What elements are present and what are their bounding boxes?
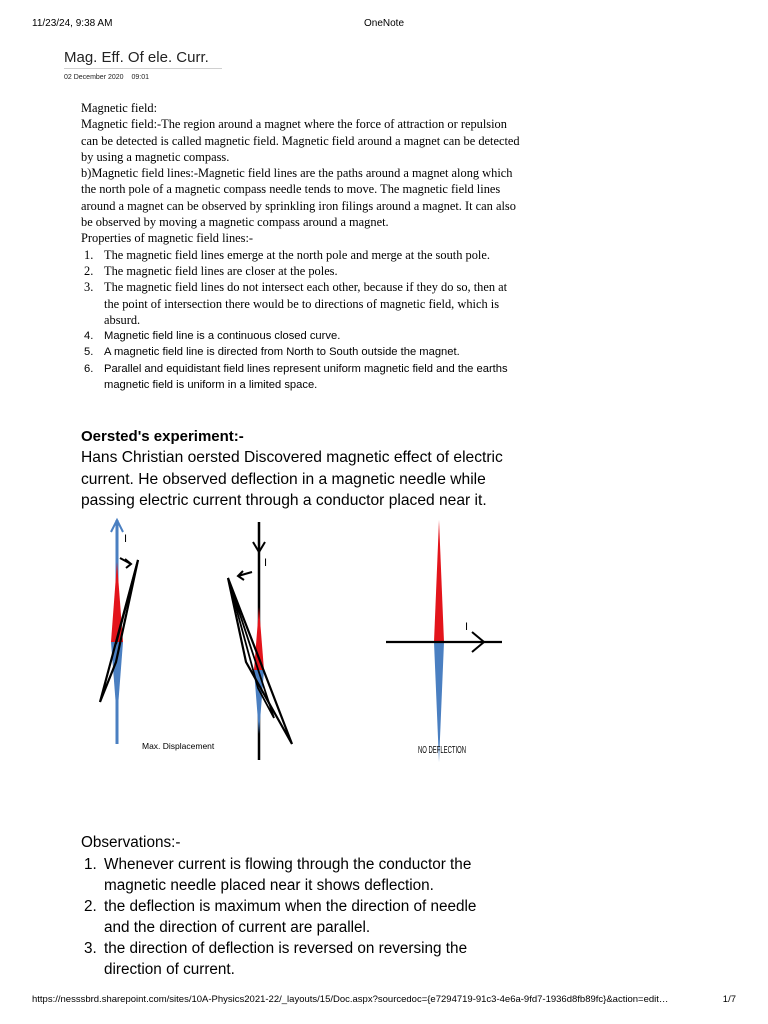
properties-list [81,247,521,394]
label-max-displacement: Max. Displacement [142,741,215,751]
print-url: https://nesssbrd.sharepoint.com/sites/10A-Physics2021-22/_layouts/15/Doc.aspx?sourcedoc={e7294719-91c3-4e6a-9fd7-1936d8fb89fc}&action=edit… [32,994,669,1005]
needle-south-pole [434,642,444,762]
deflected-needle-inner [228,578,274,718]
list-number: 4. [84,330,94,343]
observation-text: Whenever current is flowing through the conductor the magnetic needle placed near it shows deflection. [104,856,472,894]
observation-text: the direction of deflection is reversed on reversing the direction of current. [104,940,468,978]
list-number: 2. [84,898,97,915]
app-name: OneNote [363,18,405,29]
observation-text: the deflection is maximum when the direction of needle and the direction of current are parallel. [104,898,477,936]
property-text: A magnetic field line is directed from North to South outside the magnet. [104,346,460,359]
note-meta [64,74,149,81]
observation-item [81,938,501,980]
property-text: Parallel and equidistant field lines represent uniform magnetic field and the earths magnetic field is uniform in a limited space. [104,362,508,392]
observations-list [81,854,501,980]
list-number: 2. [84,263,94,278]
property-text: Magnetic field line is a continuous closed curve. [104,330,341,343]
observation-item [81,896,501,938]
field-lines-definition: b)Magnetic field lines:-Magnetic field lines are the paths around a magnet along which the north pole of a magnetic compass needle tends to move. The magnetic field lines around a magnet can be observed by sprinkling iron filings around a magnet. It can also be observed by moving a magnetic compass around a magnet. [81,166,516,230]
needle-diagram-reversed [228,522,292,760]
note-date: 02 December 2020 [64,74,124,81]
current-label: I [264,557,268,569]
needle-diagram-max [100,520,215,751]
list-number: 3. [84,940,97,957]
page-title[interactable]: Mag. Eff. Of ele. Curr. [64,49,222,69]
list-number: 3. [84,280,94,295]
observation-item [81,854,501,896]
magnetic-definition: Magnetic field:-The region around a magnet where the force of attraction or repulsion can be detected is called magnetic field. Magnetic field around a magnet can be detected by using a magnetic compass. [81,117,520,164]
needle-north-pole [434,520,444,642]
needle-diagram-none [386,520,502,762]
list-number: 1. [84,247,94,262]
observations-title: Observations:- [81,834,181,851]
property-item [81,247,521,263]
needle-north-pole [111,562,123,642]
property-item [81,328,521,344]
label-no-deflection: NO DEFLECTION [418,745,466,756]
property-text: The magnetic field lines are closer at the poles. [104,263,338,278]
print-datetime: 11/23/24, 9:38 AM [32,18,113,29]
print-page-number: 1/7 [722,994,736,1005]
current-label: I [124,533,128,545]
property-item [81,279,521,328]
list-number: 5. [84,346,94,359]
property-item [81,361,521,394]
property-text: The magnetic field lines do not intersect each other, because if they do so, then at the point of intersection there would be to directions of magnetic field, which is absurd. [104,280,508,327]
magnetic-heading: Magnetic field: [81,101,158,115]
magnetic-field-section [81,100,521,393]
property-text: The magnetic field lines emerge at the north pole and merge at the south pole. [104,247,490,262]
oersted-figure [60,512,520,772]
oersted-text: Hans Christian oersted Discovered magnetic effect of electric current. He observed deflection in a magnetic needle while passing electric current through a conductor placed near it. [81,449,503,509]
note-time: 09:01 [131,74,150,81]
list-number: 1. [84,856,97,873]
observations-section [81,832,501,980]
property-item [81,263,521,279]
list-number: 6. [84,362,94,375]
property-item [81,344,521,360]
current-label: I [465,621,469,633]
properties-title: Properties of magnetic field lines:- [81,231,254,246]
oersted-heading: Oersted's experiment:- [81,428,244,445]
